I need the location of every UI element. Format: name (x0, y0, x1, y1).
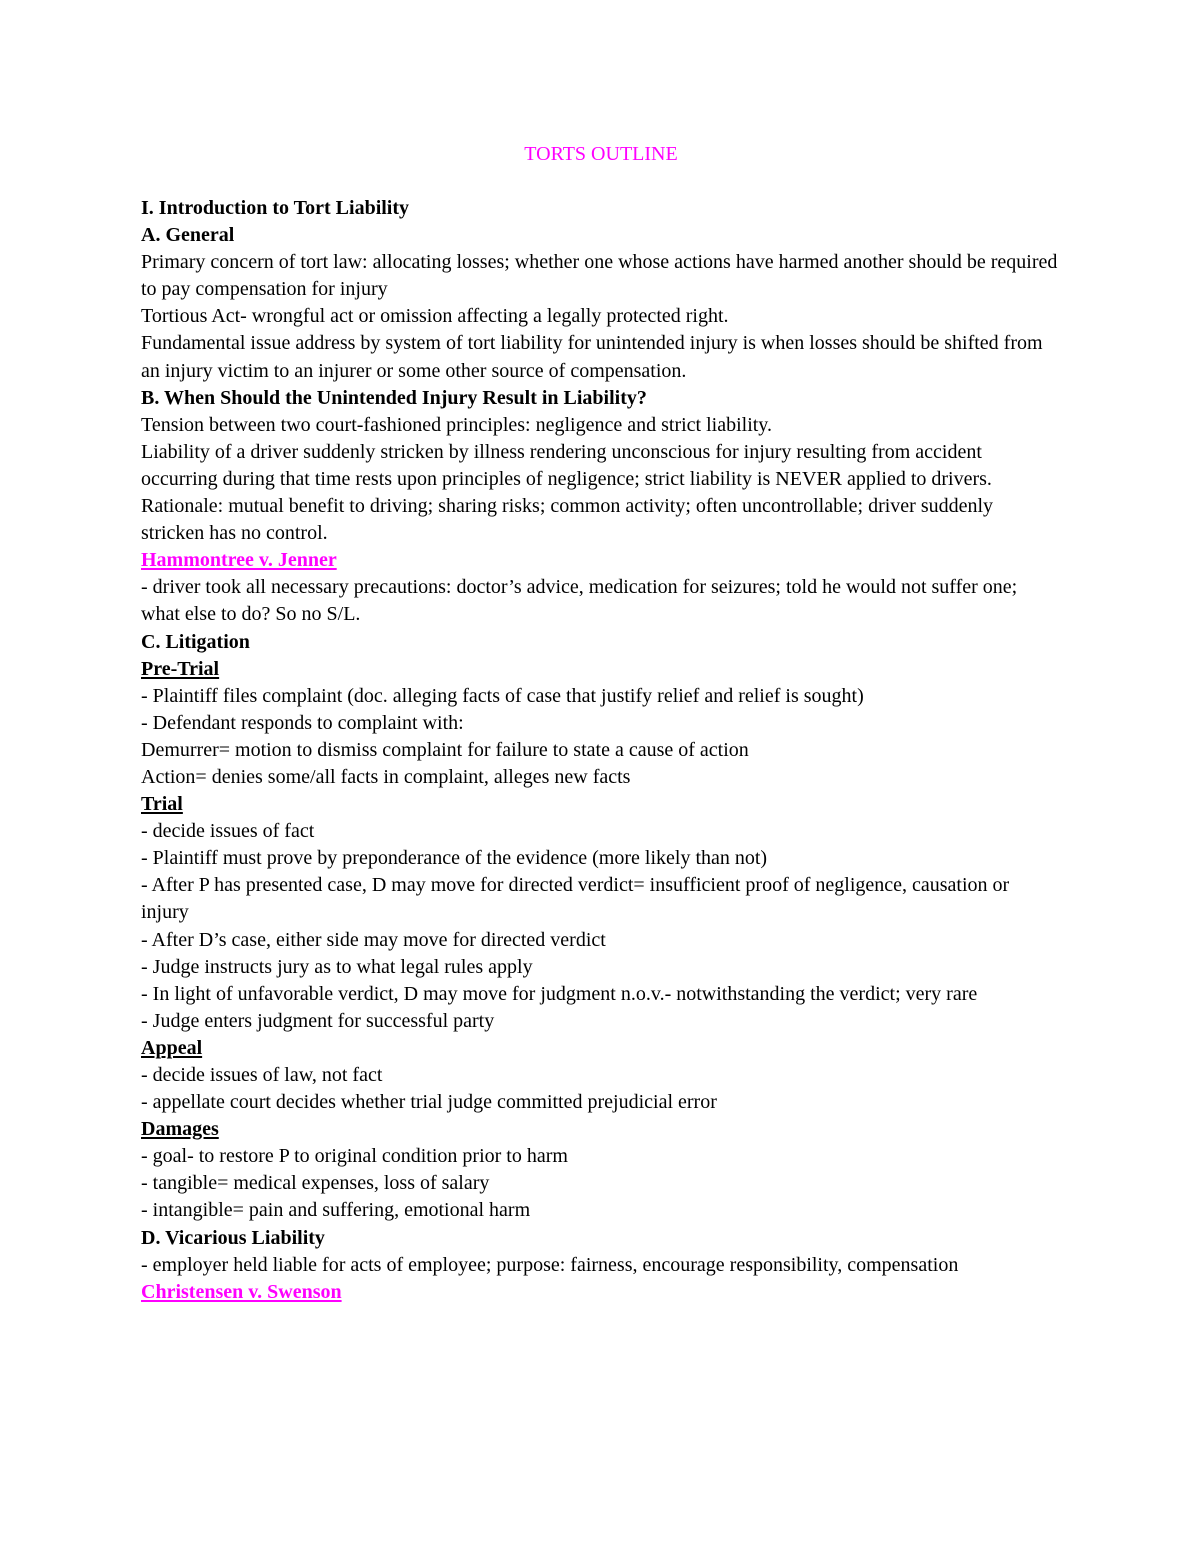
list-item: - Judge instructs jury as to what legal rules apply (141, 955, 533, 978)
case-name-hammontree[interactable]: Hammontree v. Jenner (141, 549, 337, 572)
definition-action: Action= denies some/all facts in complaint, alleges new facts (141, 765, 631, 788)
subsection-damages: Damages (141, 1118, 219, 1141)
list-item: - employer held liable for acts of employee; purpose: fairness, encourage responsibility, compensation (141, 1253, 959, 1276)
paragraph-primary-concern: Primary concern of tort law: allocating losses; whether one whose actions have harmed another should be required to pay compensation for injury (141, 251, 1058, 301)
list-item: - goal- to restore P to original condition prior to harm (141, 1145, 568, 1168)
list-item: - Defendant responds to complaint with: (141, 711, 464, 734)
document-page (141, 141, 1061, 1306)
paragraph-fundamental-issue: Fundamental issue address by system of tort liability for unintended injury is when losses should be shifted from an injury victim to an injurer or some other source of compensation. (141, 332, 1043, 382)
subheading-when-liability: B. When Should the Unintended Injury Result in Liability? (141, 386, 647, 409)
list-item: - decide issues of law, not fact (141, 1064, 383, 1086)
section-heading-introduction: I. Introduction to Tort Liability (141, 197, 410, 219)
paragraph-tension: Tension between two court-fashioned principles: negligence and strict liability. (141, 413, 773, 436)
subheading-litigation: C. Litigation (141, 630, 250, 653)
list-item: - After D’s case, either side may move for directed verdict (141, 928, 606, 951)
subsection-pre-trial: Pre-Trial (141, 657, 220, 680)
subheading-general: A. General (141, 224, 235, 247)
list-item: - In light of unfavorable verdict, D may move for judgment n.o.v.- notwithstanding the verdict; very rare (141, 982, 978, 1005)
list-item: - Plaintiff files complaint (doc. alleging facts of case that justify relief and relief is sought) (141, 684, 864, 707)
case-name-christensen[interactable]: Christensen v. Swenson (141, 1280, 342, 1303)
document-title: TORTS OUTLINE (524, 143, 678, 165)
paragraph-tortious-act: Tortious Act- wrongful act or omission affecting a legally protected right. (141, 305, 729, 328)
list-item: - Plaintiff must prove by preponderance of the evidence (more likely than not) (141, 847, 768, 870)
definition-demurrer: Demurrer= motion to dismiss complaint for failure to state a cause of action (141, 738, 749, 761)
paragraph-driver-liability: Liability of a driver suddenly stricken by illness rendering unconscious for injury resulting from accident occurring during that time rests upon principles of negligence; strict liability is NEVER applied to drivers. (141, 440, 992, 490)
list-item: - After P has presented case, D may move for directed verdict= insufficient proof of negligence, causation or injury (141, 874, 1010, 924)
list-item: - appellate court decides whether trial judge committed prejudicial error (141, 1091, 717, 1114)
list-item: - Judge enters judgment for successful party (141, 1009, 495, 1032)
subsection-trial: Trial (141, 793, 183, 816)
subsection-appeal: Appeal (141, 1036, 203, 1059)
list-item: - tangible= medical expenses, loss of salary (141, 1172, 490, 1195)
subheading-vicarious-liability: D. Vicarious Liability (141, 1226, 325, 1249)
list-item: - intangible= pain and suffering, emotional harm (141, 1199, 531, 1222)
paragraph-rationale: Rationale: mutual benefit to driving; sharing risks; common activity; often uncontrollable; driver suddenly stricken has no control. (141, 495, 994, 545)
case-note-hammontree: - driver took all necessary precautions: doctor’s advice, medication for seizures; told he would not suffer one; what else to do? So no S/L. (141, 576, 1018, 626)
list-item: - decide issues of fact (141, 820, 315, 843)
